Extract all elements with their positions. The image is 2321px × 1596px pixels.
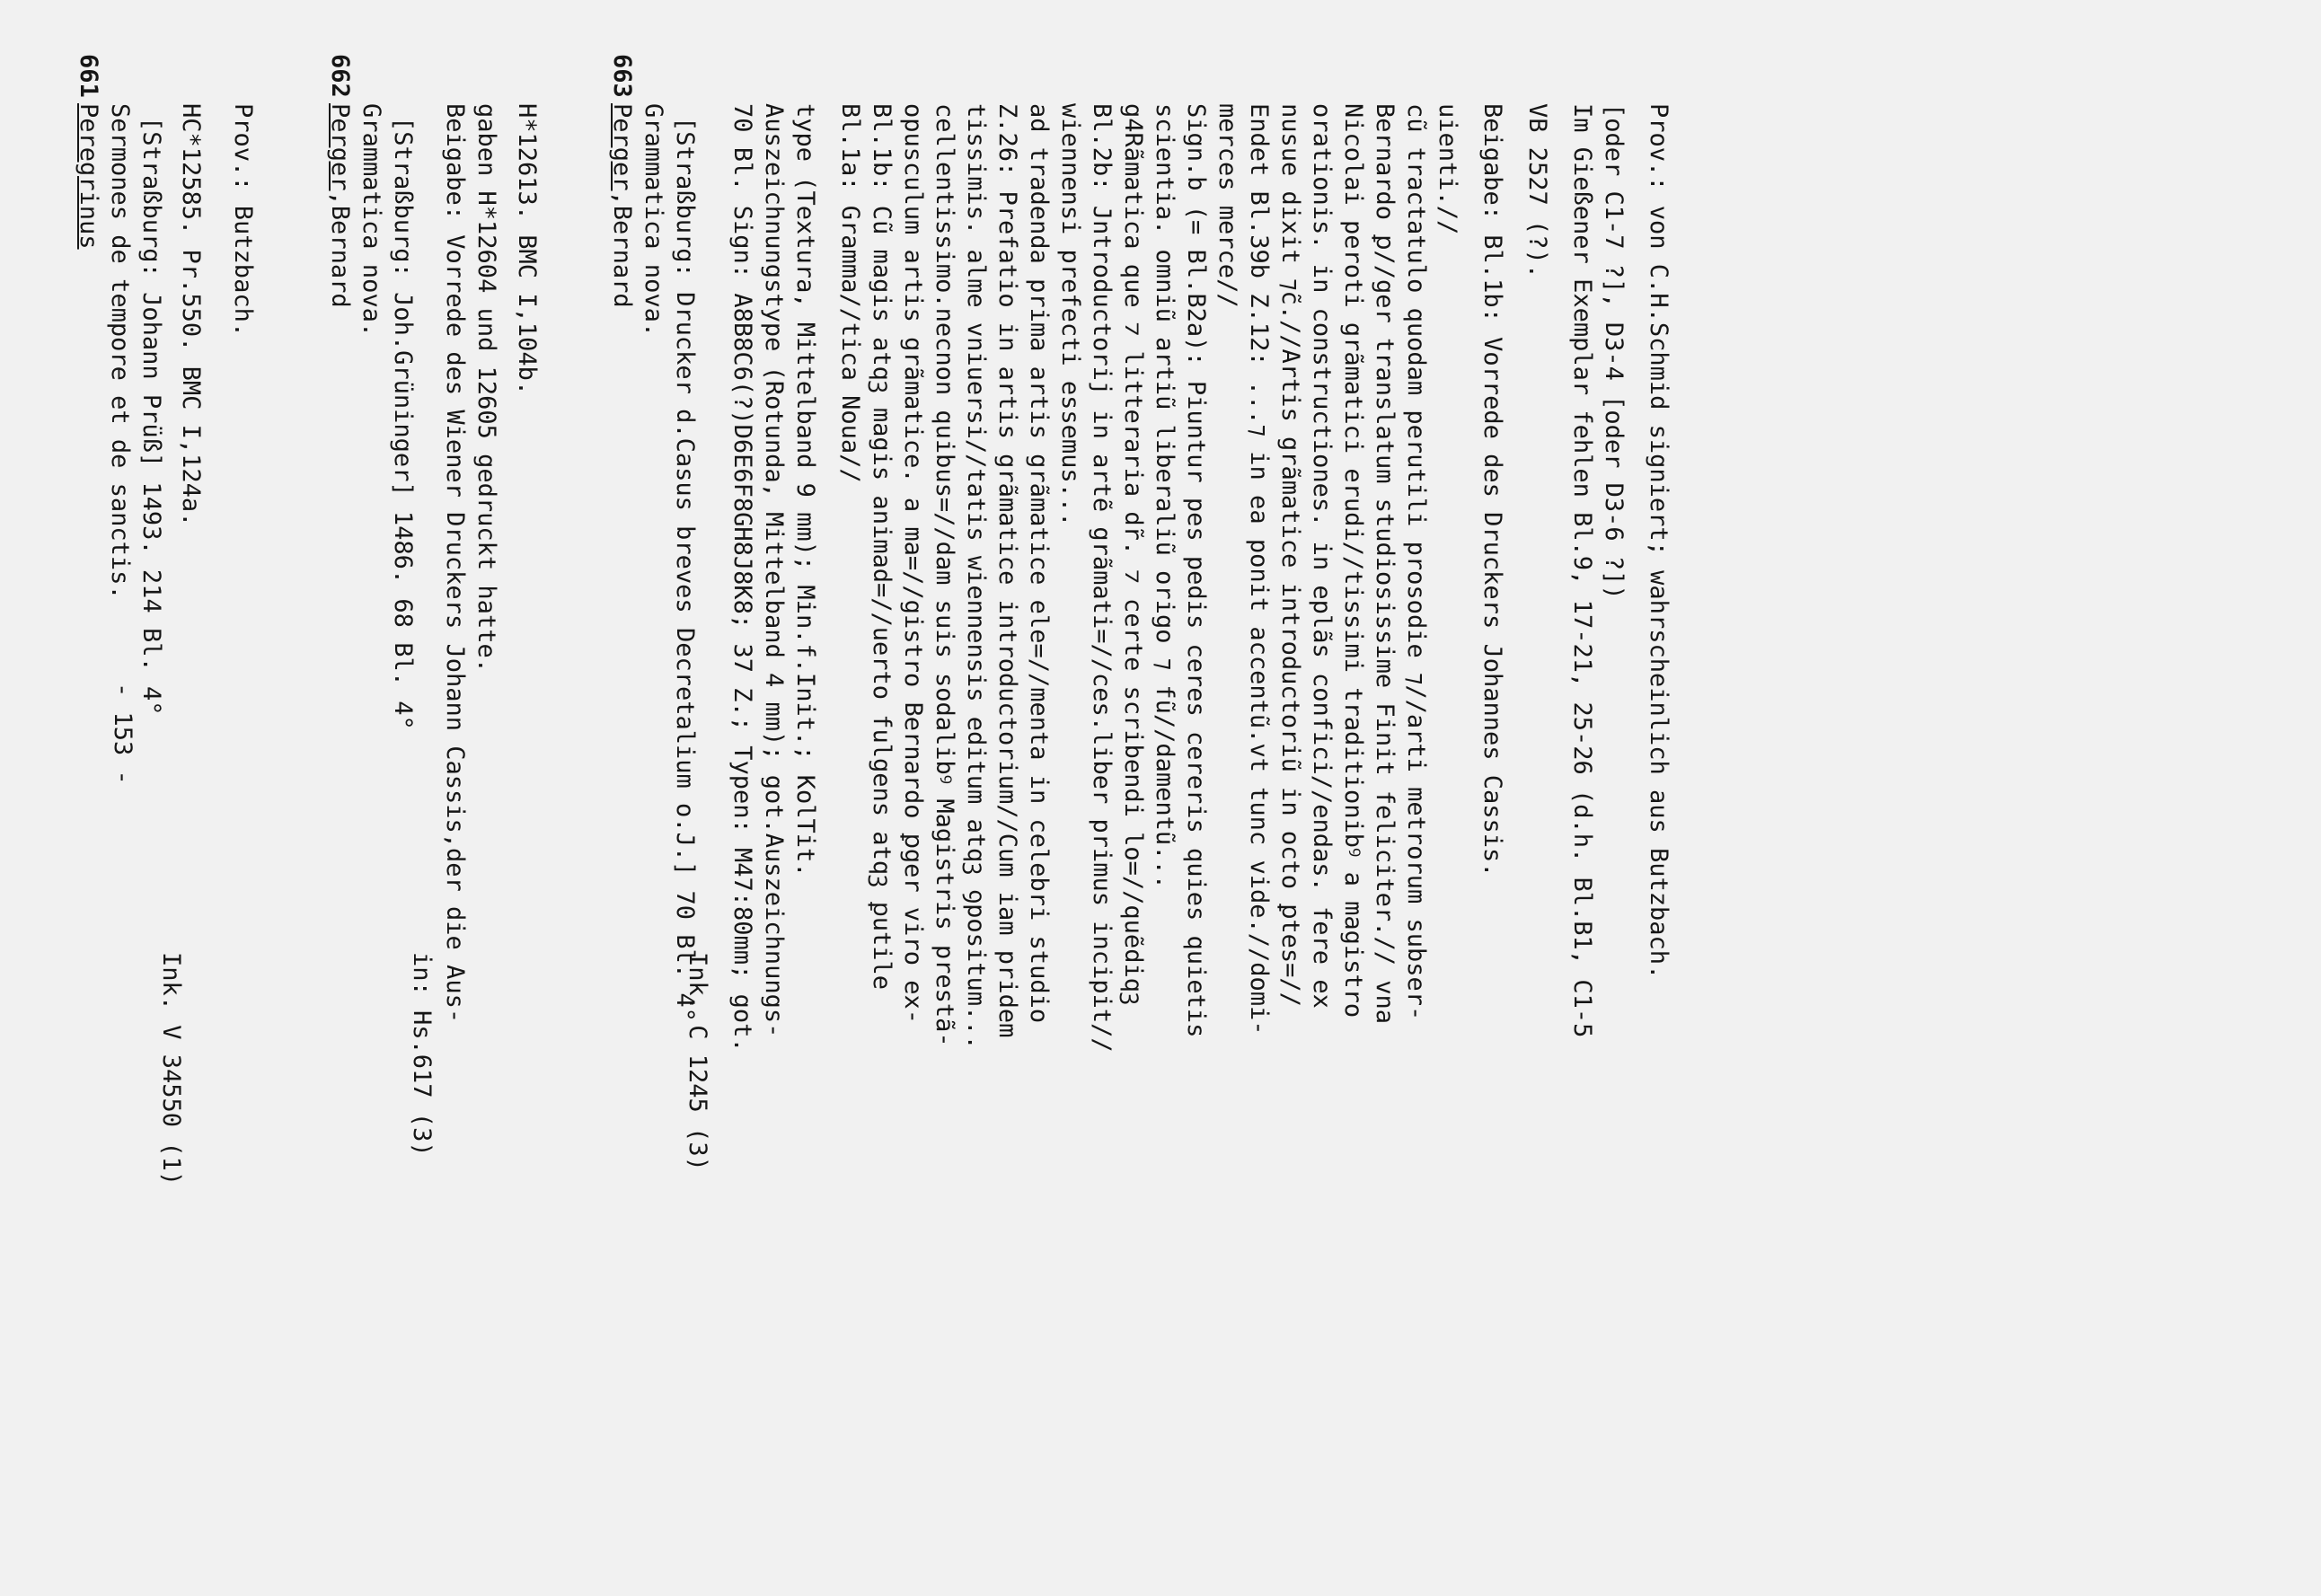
entry-663-line-22: orationis. in constructiones. in eplãs confici//endas. fere ex (1308, 103, 1336, 1009)
entry-663-line-5: type (Textura, Mittelband 9 mm); Min.f.Init.; KolTit. (791, 103, 819, 877)
entry-661-line-1: [Straßburg: Johann Prüß] 1493. 214 Bl. 4° (137, 117, 165, 716)
shelfmark-662: in: Hs.617 (3) (408, 952, 436, 1157)
author-661: Peregrinus (75, 103, 102, 250)
entry-663-line-7: Bl.1a: Gramma//tica Noua// (836, 103, 864, 483)
shelfmark-661: Ink. V 34550 (1) (157, 952, 185, 1186)
entry-662-line-3: Beigabe: Vorrede des Wiener Druckers Johann Cassis,der die Aus- (441, 103, 469, 1024)
entry-662-line-0: Grammatica nova. (357, 103, 385, 338)
entry-663-line-25: cũ tractatulo quodam perutili prosodie ⁊//arti metrorum subser- (1402, 103, 1430, 1021)
entry-663-line-23: Nicolai peroti grãmatici erudi//tissimi traditionibꝰ a magistro (1339, 103, 1367, 1018)
shelfmark-663: Ink. C 1245 (3) (684, 952, 711, 1171)
entry-662-line-1: [Straßburg: Joh.Grüninger] 1486. 68 Bl. 4° (389, 117, 417, 730)
entry-663-line-8: Bl.1b: Cũ magis atqꝫ magis animad=//uerto fulgens atqꝫ ꝑutile (868, 103, 896, 991)
entry-number-662: 662 (326, 54, 354, 98)
author-line-663 (606, 103, 638, 308)
entry-number-661: 661 (75, 54, 102, 98)
entry-663-line-28: Beigabe: Bl.1b: Vorrede des Druckers Johannes Cassis. (1478, 103, 1506, 877)
entry-663-line-14: wiennensi prefecti essemus... (1056, 103, 1084, 527)
entry-663-line-32: Im Gießener Exemplar fehlen Bl.9, 17-21, 25-26 (d.h. Bl.B1, C1-5 (1568, 103, 1596, 1038)
entry-663-line-11: tissimis. alme vniuersi//tatis wiennensis editum atqꝫ ꝯpositum... (962, 103, 990, 1050)
entry-663-line-9: opusculum artis grãmatice. a ma=//gistro Bernardo ꝑger viro ex- (899, 103, 927, 1024)
entry-663-line-21: nusue dixit ⁊c̃.//Artis grãmatice introductoriũ in octo ꝑtes=// (1276, 103, 1304, 1007)
entry-663-line-30: VB 2527 (?). (1523, 103, 1551, 279)
entry-663-line-0: Grammatica nova. (640, 103, 667, 338)
entry-663-line-10: cellentissimo.necnon quibus=//dam suis sodalibꝰ Magistris prestã- (931, 103, 958, 1047)
entry-661-line-2: HC*12585. Pr.550. BMC I,124a. (177, 103, 205, 527)
author-line-662 (324, 103, 356, 308)
entry-663-line-17: scientia. omniũ artiũ liberaliũ origo ⁊ fũ//damentũ... (1151, 103, 1178, 889)
entry-663-line-35: Prov.: von C.H.Schmid signiert; wahrscheinlich aus Butzbach. (1645, 103, 1672, 980)
entry-663-line-18: Sign.b (= Bl.B2a): Piuntur pes pedis ceres cereris quies quietis (1182, 103, 1210, 1038)
author-suffix-663: ,Bernard (608, 190, 636, 308)
entry-663-line-3: 70 Bl. Sign: A8B8C6(?)D6E6F8GH8J8K8; 37 Z.; Typen: M47:80mm; got. (728, 103, 756, 1053)
entry-663-line-24: Bernardo ꝑ//ger translatum studiosissime Finit feliciter.// vna (1371, 103, 1399, 1024)
entry-661-line-4: Prov.: Butzbach. (229, 103, 257, 338)
entry-662-line-4: gaben H*12604 und 12605 gedruckt hatte. (472, 103, 500, 673)
entry-661-line-0: Sermones de tempore et de sanctis. (106, 103, 134, 600)
author-662: Perger (326, 103, 354, 191)
author-suffix-662: ,Bernard (326, 190, 354, 308)
entry-663-line-20: Endet Bl.39b Z.12: ...⁊ in ea ponit accentũ.vt tunc vide.//domi- (1245, 103, 1273, 1036)
entry-663-line-1: [Straßburg: Drucker d.Casus breves Decretalium o.J.] 70 Bl. 4° (671, 117, 699, 1022)
entry-663-line-16: g4Rãmatica que ⁊ litteraria dr̃. ⁊ certe scribendi lo=//quẽdiqꝫ (1119, 103, 1147, 1005)
entry-663-line-13: ad tradenda prima artis grãmatice ele=//menta in celebri studio (1025, 103, 1053, 1024)
entry-663-line-15: Bl.2b: Jntroductorij in artẽ grãmati=//ces.liber primus incipit// (1088, 103, 1116, 1053)
entry-663-line-33: [oder C1-7 ?], D3-4 [oder D3-6 ?]) (1600, 103, 1628, 600)
entry-663-line-12: Z.26: Prefatio in artis grãmatice introductorium//Cum iam pridem (993, 103, 1021, 1038)
entry-663-line-26: uienti.// (1434, 103, 1461, 235)
entry-662-line-6: H*12613. BMC I,104b. (513, 103, 541, 396)
page-number: - 153 - (109, 683, 137, 785)
author-663: Perger (608, 103, 636, 191)
entry-663-line-19: merces merce// (1213, 103, 1241, 308)
entry-663-line-4: Auszeichnungstype (Rotunda, Mittelband 4 mm); got.Auszeichnungs- (760, 103, 788, 1038)
entry-number-663: 663 (608, 54, 636, 98)
